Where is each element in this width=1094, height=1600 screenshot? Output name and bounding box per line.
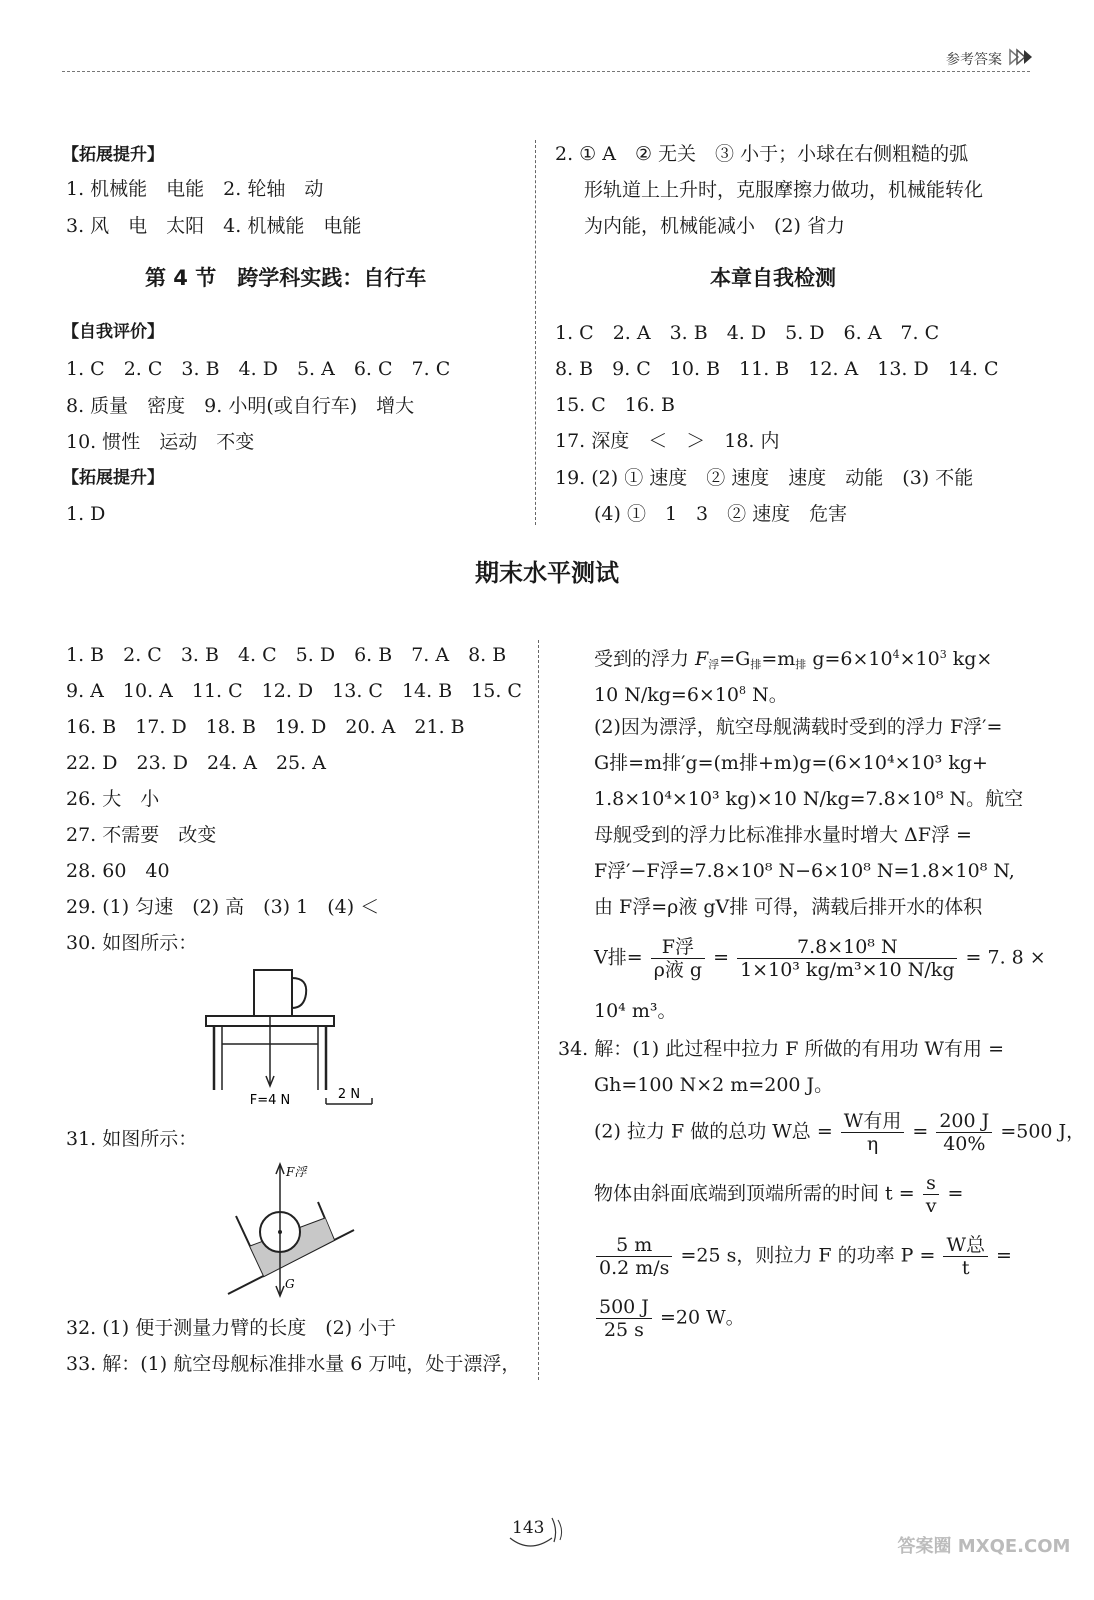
- fraction: [936, 1110, 992, 1155]
- text-run: kg×: [946, 648, 993, 670]
- answer-line: 由 F浮=ρ液 gV排 可得，满载后排开水的体积: [594, 896, 983, 918]
- answer-line: 2. ① A ② 无关 ③ 小于；小球在右侧粗糙的弧: [555, 143, 969, 165]
- header-rule: [62, 71, 1030, 72]
- answer-line: 1.8×10⁴×10³ kg)×10 N/kg=7.8×10⁸ N。航空: [594, 788, 1024, 810]
- fraction: [923, 1172, 940, 1217]
- formula-line: [594, 936, 1046, 981]
- answer-line: (2)因为漂浮，航空母舰满载时受到的浮力 F浮′=: [594, 716, 1003, 738]
- answer-line: 形轨道上上升时，克服摩擦力做功，机械能转化: [584, 179, 984, 201]
- answer-line: 10. 惯性 运动 不变: [66, 431, 255, 453]
- denominator: v: [925, 1195, 937, 1217]
- text-run: = 7. 8 ×: [965, 946, 1046, 969]
- text-run: =G: [719, 648, 751, 670]
- section-title: 第 4 节 跨学科实践：自行车: [145, 266, 427, 290]
- denominator: 25 s: [603, 1319, 644, 1341]
- answer-line: 1. 机械能 电能 2. 轮轴 动: [66, 178, 324, 200]
- text-run: (2) 拉力 F 做的总功 W总 =: [594, 1120, 833, 1143]
- figure-30-table-cup: [196, 964, 396, 1112]
- text-run: g=6×10: [806, 648, 893, 670]
- answer-line: 26. 大 小: [66, 788, 160, 810]
- buoyancy-label: F浮: [286, 1165, 307, 1179]
- text-run: 受到的浮力: [594, 648, 696, 670]
- denominator: t: [961, 1257, 970, 1279]
- fraction: [596, 1234, 672, 1279]
- denominator: 1×10³ kg/m³×10 N/kg: [740, 959, 955, 981]
- column-divider-bottom: [538, 640, 539, 1380]
- text-run: =: [713, 946, 730, 969]
- subscript: 排: [750, 658, 762, 671]
- answer-line: Gh=100 N×2 m=200 J。: [594, 1074, 834, 1096]
- answer-line: 15. C 16. B: [555, 394, 676, 416]
- answer-line: 17. 深度 ＜ ＞ 18. 内: [555, 430, 780, 452]
- text-run: 物体由斜面底端到顶端所需的时间 t =: [594, 1182, 915, 1205]
- answer-line: 30. 如图所示：: [66, 932, 198, 954]
- numerator: 7.8×10⁸ N: [737, 936, 957, 959]
- text-run: =m: [761, 648, 796, 670]
- text-run: F: [695, 648, 709, 670]
- formula-line: [594, 1234, 1012, 1279]
- answer-line: F浮′−F浮=7.8×10⁸ N−6×10⁸ N=1.8×10⁸ N,: [594, 860, 1015, 882]
- scale-label: 2 N: [337, 1087, 361, 1102]
- superscript: 4: [892, 648, 900, 661]
- answer-line: 母舰受到的浮力比标准排水量时增大 ΔF浮 =: [594, 824, 972, 846]
- denominator: ρ液 g: [653, 959, 703, 981]
- header-label: 参考答案: [946, 52, 1002, 68]
- fraction: [943, 1234, 988, 1279]
- force-label: F=4 N: [249, 1093, 291, 1108]
- text-run: =: [996, 1244, 1012, 1267]
- tag-extension: 【拓展提升】: [62, 145, 164, 165]
- denominator: η: [866, 1133, 879, 1155]
- subscript: 浮: [708, 658, 720, 671]
- answer-line: 31. 如图所示：: [66, 1128, 198, 1150]
- numerator: 200 J: [936, 1110, 992, 1133]
- numerator: W总: [943, 1234, 988, 1257]
- column-divider-top: [535, 140, 536, 525]
- formula-line: [594, 1172, 963, 1217]
- answer-line: 1. B 2. C 3. B 4. C 5. D 6. B 7. A 8. B: [66, 644, 507, 666]
- denominator: 0.2 m/s: [599, 1257, 670, 1279]
- answer-line: G排=m排′g=(m排+m)g=(6×10⁴×10³ kg+: [594, 752, 988, 774]
- gravity-label: G: [285, 1277, 295, 1291]
- answer-line: 32. (1) 便于测量力臂的长度 (2) 小于: [66, 1317, 397, 1339]
- text-run: =: [912, 1120, 929, 1143]
- answer-line: 3. 风 电 太阳 4. 机械能 电能: [66, 215, 362, 237]
- numerator: F浮: [651, 936, 705, 959]
- answer-line: 10⁴ m³。: [594, 1000, 677, 1022]
- numerator: 5 m: [596, 1234, 672, 1257]
- page-number: 143: [512, 1518, 545, 1538]
- text-run: =25 s，则拉力 F 的功率 P =: [680, 1244, 936, 1267]
- watermark-logo: [894, 1492, 1074, 1592]
- answer-line: 22. D 23. D 24. A 25. A: [66, 752, 326, 774]
- formula-line: [594, 1110, 1085, 1155]
- tag-extension: 【拓展提升】: [62, 468, 164, 488]
- numerator: 500 J: [596, 1296, 652, 1319]
- superscript: 8: [739, 684, 747, 697]
- text-run: V排=: [594, 946, 643, 969]
- answer-line: 8. B 9. C 10. B 11. B 12. A 13. D 14. C: [555, 358, 999, 380]
- fraction: [737, 936, 957, 981]
- answer-line: 1. C 2. A 3. B 4. D 5. D 6. A 7. C: [555, 322, 940, 344]
- tag-self-evaluation: 【自我评价】: [62, 322, 164, 342]
- answer-line: [594, 642, 992, 678]
- answer-line: 8. 质量 密度 9. 小明(或自行车) 增大: [66, 395, 415, 417]
- answer-line: 为内能，机械能减小 (2) 省力: [584, 215, 845, 237]
- fraction: [841, 1110, 905, 1155]
- answer-line: (4) ① 1 3 ② 速度 危害: [594, 503, 848, 525]
- text-run: N。: [746, 684, 788, 706]
- superscript: 3: [939, 648, 947, 661]
- subscript: 排: [795, 658, 807, 671]
- answer-line: 29. (1) 匀速 (2) 高 (3) 1 (4) ＜: [66, 896, 380, 918]
- answer-line: 33. 解：(1) 航空母舰标准排水量 6 万吨，处于漂浮，: [66, 1353, 521, 1375]
- answer-line: 27. 不需要 改变: [66, 824, 217, 846]
- denominator: 40%: [943, 1133, 986, 1155]
- page-title: 期末水平测试: [475, 559, 619, 587]
- answer-line: 9. A 10. A 11. C 12. D 13. C 14. B 15. C: [66, 680, 522, 702]
- watermark-text: 答案圈 MXQE.COM: [897, 1536, 1071, 1557]
- figure-31-float-on-slope: [222, 1158, 362, 1300]
- numerator: s: [923, 1172, 940, 1195]
- fraction: [596, 1296, 652, 1341]
- answer-line: 1. C 2. C 3. B 4. D 5. A 6. C 7. C: [66, 358, 451, 380]
- numerator: W有用: [841, 1110, 905, 1133]
- text-run: 10 N/kg=6×10: [594, 684, 740, 706]
- answer-line: 19. (2) ① 速度 ② 速度 速度 动能 (3) 不能: [555, 467, 974, 489]
- answer-line: 34. 解：(1) 此过程中拉力 F 所做的有用功 W有用 =: [558, 1038, 1004, 1060]
- answer-line: 16. B 17. D 18. B 19. D 20. A 21. B: [66, 716, 465, 738]
- text-run: =20 W。: [659, 1306, 745, 1329]
- header-arrow-icon: [1008, 47, 1034, 67]
- section-title: 本章自我检测: [710, 266, 836, 290]
- text-run: ×10: [899, 648, 940, 670]
- text-run: =500 J，: [1000, 1120, 1086, 1143]
- answer-line: 1. D: [66, 503, 106, 525]
- answer-line: [594, 678, 788, 708]
- formula-line: [594, 1296, 745, 1341]
- fraction: [651, 936, 705, 981]
- answer-line: 28. 60 40: [66, 860, 170, 882]
- text-run: =: [947, 1182, 964, 1205]
